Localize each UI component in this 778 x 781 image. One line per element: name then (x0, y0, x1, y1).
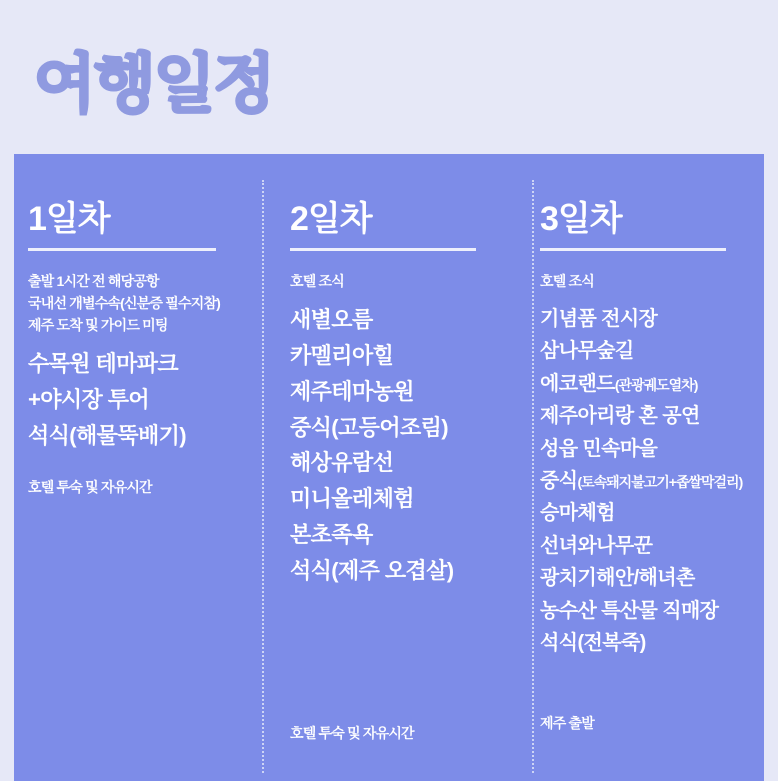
day-1-heading: 1일차 (28, 200, 110, 238)
list-item-mixed (540, 469, 754, 493)
day-column-2 (264, 154, 514, 781)
list-item: 삼나무숲길 (540, 340, 634, 363)
list-item: 제주 도착 및 가이드 미팅 (28, 317, 168, 334)
list-item: 농수산 특산물 직매장 (540, 599, 719, 622)
list-item: 미니올레체험 (290, 486, 414, 512)
day-2-footer: 호텔 투숙 및 자유시간 (290, 725, 414, 741)
list-item: 국내선 개별수속(신분증 필수지참) (28, 295, 221, 312)
group-spacer (290, 295, 504, 307)
list-item: 제주테마농원 (290, 378, 414, 404)
page-title: 여행일정 (34, 48, 274, 120)
list-item-main: 에코랜드 (540, 372, 615, 395)
list-item: 기념품 전시장 (540, 308, 658, 331)
day-column-1 (14, 154, 264, 781)
day-2-heading-rule (290, 248, 476, 251)
list-item: 해상유람선 (290, 450, 394, 476)
list-item: 중식(고등어조림) (290, 414, 449, 440)
list-item-main: 중식 (540, 470, 578, 493)
list-item-mixed (540, 372, 754, 396)
list-item: 선녀와나무꾼 (540, 534, 653, 557)
group-spacer (28, 459, 254, 479)
list-item: 석식(전복죽) (540, 631, 646, 654)
list-item: 출발 1시간 전 해당공항 (28, 273, 159, 289)
day-2-heading: 2일차 (290, 200, 372, 238)
list-item: 호텔 투숙 및 자유시간 (28, 478, 152, 495)
group-spacer (540, 295, 754, 307)
group-spacer (28, 339, 254, 351)
list-item: 제주아리랑 혼 공연 (540, 405, 700, 428)
page-title-wrap (34, 44, 273, 124)
list-item: 호텔 조식 (540, 273, 594, 289)
list-item: 성읍 민속마을 (540, 437, 658, 460)
list-item: 수목원 테마파크 (28, 351, 179, 377)
list-item: +야시장 투어 (28, 387, 150, 413)
list-item: 석식(제주 오겹살) (290, 557, 454, 583)
day-3-heading: 3일차 (540, 200, 622, 238)
list-item-sub: (관광궤도열차) (614, 376, 698, 393)
list-item: 본초족욕 (290, 522, 373, 548)
itinerary-card (14, 154, 764, 781)
day-3-heading-rule (540, 248, 726, 251)
list-item: 호텔 조식 (290, 273, 344, 289)
day-1-heading-rule (28, 248, 216, 251)
list-item-sub: (토속돼지불고기+좁쌀막걸리) (577, 474, 743, 491)
list-item: 승마체험 (540, 502, 615, 525)
day-3-footer: 제주 출발 (540, 715, 594, 731)
list-item: 석식(해물뚝배기) (28, 422, 187, 448)
list-item: 카멜리아힐 (290, 342, 394, 368)
day-column-3 (514, 154, 764, 781)
list-item: 광치기해안/해녀촌 (540, 567, 695, 590)
list-item: 새별오름 (290, 307, 373, 333)
